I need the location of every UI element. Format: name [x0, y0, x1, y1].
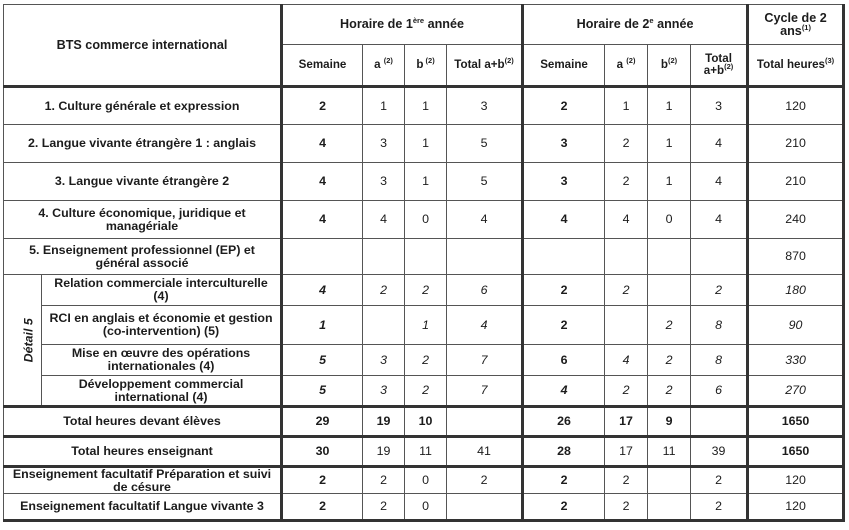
- cell: 0: [405, 201, 447, 239]
- cell: [691, 239, 748, 275]
- cell: 2: [605, 376, 648, 407]
- cell: [648, 467, 691, 494]
- cell: 2: [523, 306, 605, 345]
- cell: 1: [405, 306, 447, 345]
- cell: [405, 239, 447, 275]
- cell: 90: [748, 306, 844, 345]
- cell: 2: [282, 467, 363, 494]
- cell: 2: [363, 275, 405, 306]
- cell: 2: [405, 345, 447, 376]
- cell: 0: [405, 467, 447, 494]
- cell: 2: [523, 87, 605, 125]
- facultatif-row: [4, 494, 844, 521]
- cell: 2: [691, 494, 748, 521]
- cell: 210: [748, 125, 844, 163]
- row-label: Total heures devant élèves: [4, 407, 282, 437]
- cell: 11: [405, 437, 447, 467]
- detail-row: [4, 306, 844, 345]
- cell: 8: [691, 306, 748, 345]
- cell: 5: [447, 163, 523, 201]
- table-row: [4, 239, 844, 275]
- row-label: 5. Enseignement professionnel (EP) et général associé: [4, 239, 282, 275]
- cell: 2: [691, 275, 748, 306]
- total-eleves-row: [4, 407, 844, 437]
- table-row: [4, 163, 844, 201]
- timetable-container: [3, 4, 843, 524]
- cell: 1650: [748, 437, 844, 467]
- cell: 4: [447, 306, 523, 345]
- cell: 9: [648, 407, 691, 437]
- cell: 5: [447, 125, 523, 163]
- cell: 1: [648, 163, 691, 201]
- cell: 3: [363, 345, 405, 376]
- cell: 7: [447, 376, 523, 407]
- cell: 3: [363, 376, 405, 407]
- cell: 2: [523, 494, 605, 521]
- row-label: Total heures enseignant: [4, 437, 282, 467]
- cell: 3: [523, 163, 605, 201]
- detail-row: [4, 345, 844, 376]
- row-label: RCI en anglais et économie et gestion (co-intervention) (5): [42, 306, 282, 345]
- cell: 1: [648, 87, 691, 125]
- year2-header: Horaire de 2e année: [523, 5, 748, 45]
- cell: 4: [605, 201, 648, 239]
- cell: 1: [405, 87, 447, 125]
- col-a-y1: a $^{(2)}$: [363, 45, 405, 87]
- cell: 4: [691, 163, 748, 201]
- cell: 1: [363, 87, 405, 125]
- cell: 26: [523, 407, 605, 437]
- cell: 2: [405, 376, 447, 407]
- cell: 29: [282, 407, 363, 437]
- total-enseignant-row: [4, 437, 844, 467]
- cell: 2: [605, 163, 648, 201]
- cell: [648, 239, 691, 275]
- cell: 0: [648, 201, 691, 239]
- facultatif-row: [4, 467, 844, 494]
- cell: 180: [748, 275, 844, 306]
- cell: 2: [363, 494, 405, 521]
- table-row: [4, 201, 844, 239]
- col-b-y1: b $^{(2)}$: [405, 45, 447, 87]
- cell: 2: [605, 125, 648, 163]
- col-total-y2: Total $a+b^{(2)}$: [691, 45, 748, 87]
- row-label: 2. Langue vivante étrangère 1 : anglais: [4, 125, 282, 163]
- cell: 2: [363, 467, 405, 494]
- cell: 11: [648, 437, 691, 467]
- cell: 4: [282, 275, 363, 306]
- row-label: Enseignement facultatif Langue vivante 3: [4, 494, 282, 521]
- cell: 5: [282, 345, 363, 376]
- cell: 4: [691, 125, 748, 163]
- cell: [363, 306, 405, 345]
- cell: 28: [523, 437, 605, 467]
- row-label: Relation commerciale interculturelle (4): [42, 275, 282, 306]
- cell: 1: [405, 125, 447, 163]
- detail-row: [4, 376, 844, 407]
- cell: 4: [691, 201, 748, 239]
- col-a-y2: a $^{(2)}$: [605, 45, 648, 87]
- cell: [363, 239, 405, 275]
- cell: 2: [523, 467, 605, 494]
- cell: 2: [605, 467, 648, 494]
- row-label: 1. Culture générale et expression: [4, 87, 282, 125]
- detail-label: Détail 5: [4, 275, 42, 407]
- cell: 0: [405, 494, 447, 521]
- cell: 1650: [748, 407, 844, 437]
- cell: 10: [405, 407, 447, 437]
- col-total-y1: Total $a+b^{(2)}$: [447, 45, 523, 87]
- col-semaine-y1: Semaine: [282, 45, 363, 87]
- cell: 30: [282, 437, 363, 467]
- col-b-y2: $b^{(2)}$: [648, 45, 691, 87]
- cell: [648, 494, 691, 521]
- cell: 870: [748, 239, 844, 275]
- cell: 1: [648, 125, 691, 163]
- cell: 5: [282, 376, 363, 407]
- cell: 120: [748, 494, 844, 521]
- cell: 2: [648, 345, 691, 376]
- detail-row: [4, 275, 844, 306]
- cell: 4: [363, 201, 405, 239]
- year1-header: Horaire de 1ère année: [282, 5, 523, 45]
- cell: [523, 239, 605, 275]
- cell: [447, 494, 523, 521]
- cell: 4: [447, 201, 523, 239]
- cell: 2: [605, 275, 648, 306]
- cell: 1: [282, 306, 363, 345]
- cell: 4: [605, 345, 648, 376]
- cell: 7: [447, 345, 523, 376]
- cell: 4: [523, 376, 605, 407]
- cell: 270: [748, 376, 844, 407]
- cell: 2: [282, 494, 363, 521]
- cell: 3: [363, 125, 405, 163]
- cell: 19: [363, 437, 405, 467]
- cell: 2: [447, 467, 523, 494]
- program-title: BTS commerce international: [4, 5, 282, 87]
- cell: 3: [363, 163, 405, 201]
- cell: 2: [282, 87, 363, 125]
- cell: 3: [523, 125, 605, 163]
- cell: 4: [282, 163, 363, 201]
- cell: 39: [691, 437, 748, 467]
- cell: 120: [748, 467, 844, 494]
- table-row: [4, 87, 844, 125]
- cell: 2: [605, 494, 648, 521]
- cell: 17: [605, 407, 648, 437]
- row-label: 4. Culture économique, juridique et managériale: [4, 201, 282, 239]
- row-label: Mise en œuvre des opérations internationales (4): [42, 345, 282, 376]
- hours-table: [3, 4, 845, 522]
- row-label: Développement commercial international (4): [42, 376, 282, 407]
- cell: 6: [523, 345, 605, 376]
- cell: 3: [691, 87, 748, 125]
- cell: 8: [691, 345, 748, 376]
- cell: 41: [447, 437, 523, 467]
- cell: 2: [648, 376, 691, 407]
- cell: 6: [691, 376, 748, 407]
- cell: [447, 239, 523, 275]
- cell: 1: [405, 163, 447, 201]
- row-label: Enseignement facultatif Préparation et suivi de césure: [4, 467, 282, 494]
- cell: 2: [648, 306, 691, 345]
- cell: 4: [523, 201, 605, 239]
- cell: 2: [523, 275, 605, 306]
- cell: 210: [748, 163, 844, 201]
- cell: 19: [363, 407, 405, 437]
- cell: 3: [447, 87, 523, 125]
- table-row: [4, 125, 844, 163]
- col-total-heures: Total heures$^{(3)}$: [748, 45, 844, 87]
- cycle-header: Cycle de 2 ans$^{(1)}$: [748, 5, 844, 45]
- cell: 6: [447, 275, 523, 306]
- row-label: 3. Langue vivante étrangère 2: [4, 163, 282, 201]
- cell: 4: [282, 201, 363, 239]
- cell: [691, 407, 748, 437]
- cell: [648, 275, 691, 306]
- col-semaine-y2: Semaine: [523, 45, 605, 87]
- cell: 2: [691, 467, 748, 494]
- cell: 1: [605, 87, 648, 125]
- cell: [447, 407, 523, 437]
- cell: 17: [605, 437, 648, 467]
- cell: 2: [405, 275, 447, 306]
- cell: [605, 306, 648, 345]
- cell: 240: [748, 201, 844, 239]
- cell: 4: [282, 125, 363, 163]
- cell: [605, 239, 648, 275]
- cell: 120: [748, 87, 844, 125]
- cell: [282, 239, 363, 275]
- cell: 330: [748, 345, 844, 376]
